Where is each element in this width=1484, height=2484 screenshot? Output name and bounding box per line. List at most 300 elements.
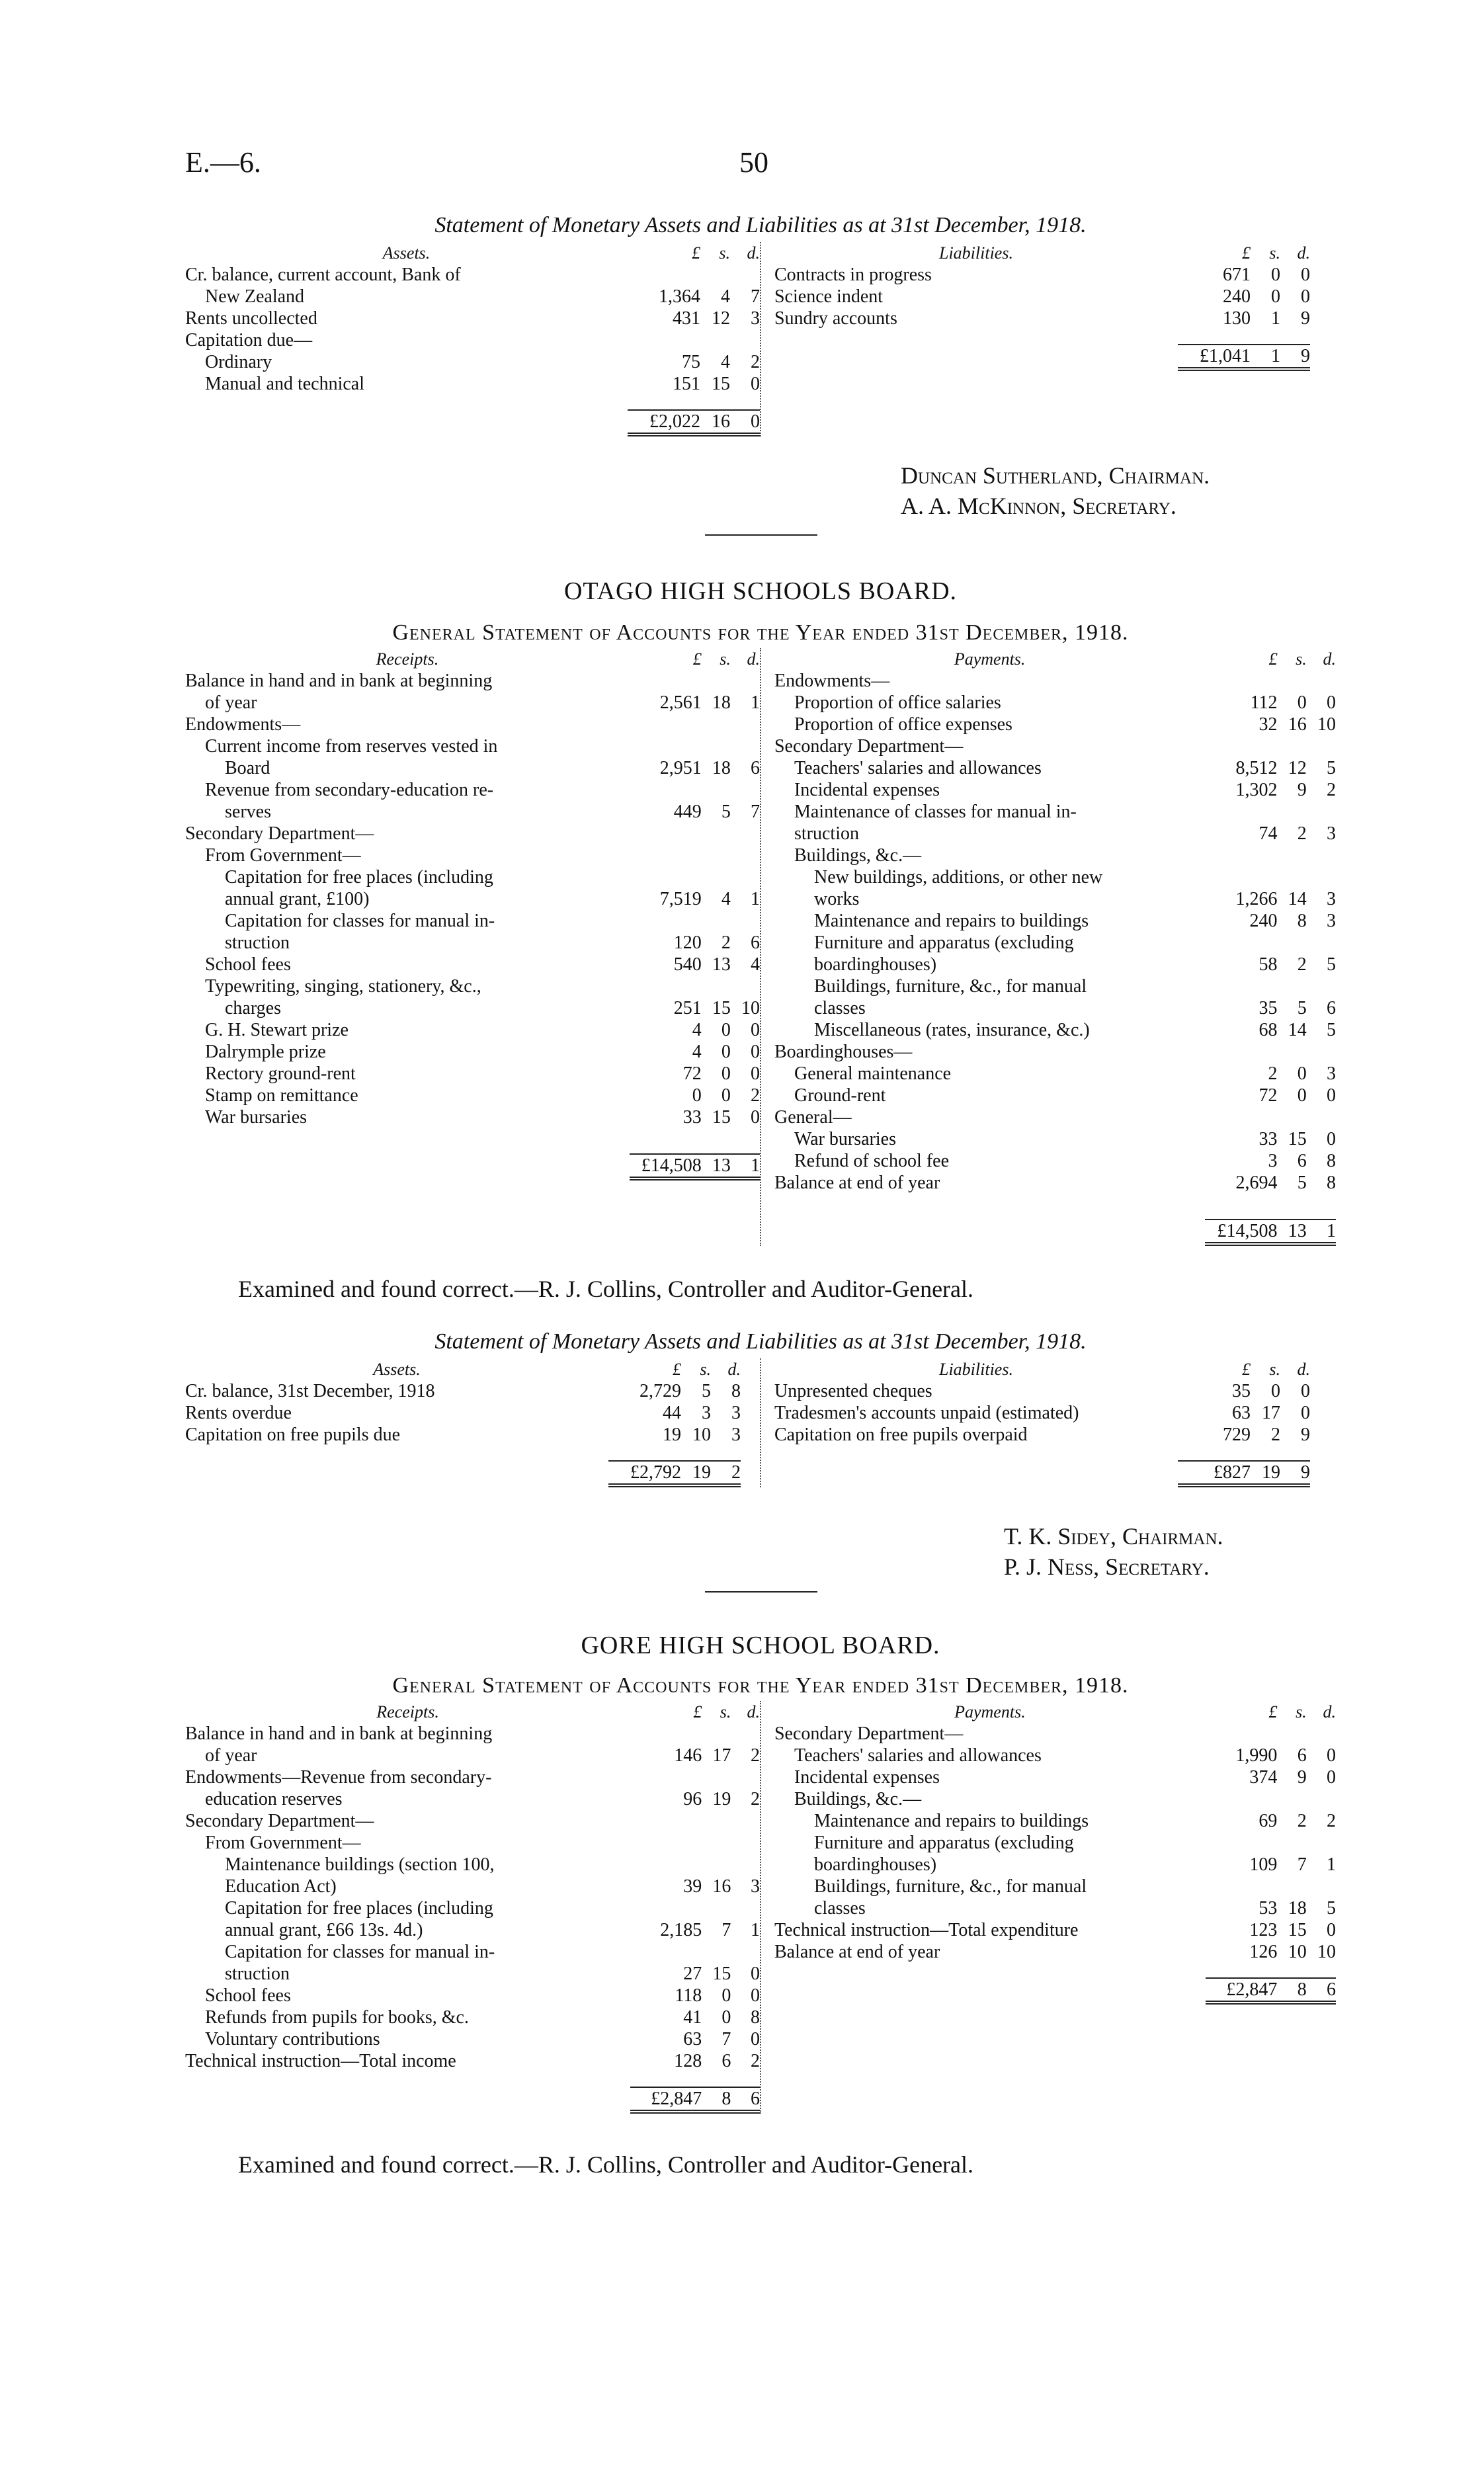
pounds-value: 8,512 <box>1235 758 1278 778</box>
total-spacer <box>185 395 628 436</box>
payments-table <box>774 1701 1336 2005</box>
row-label: Stamp on remittance <box>205 1085 358 1106</box>
pence-value: 0 <box>750 1063 760 1084</box>
shillings-value: 3 <box>702 1403 711 1423</box>
pence-value: 0 <box>750 1042 760 1062</box>
pence-value: 6 <box>750 932 760 953</box>
pence-value: 7 <box>750 286 760 307</box>
table-row <box>185 910 760 932</box>
table-row <box>185 1810 760 1832</box>
column-heading: Liabilities. <box>939 243 1013 263</box>
pounds-value: 33 <box>1258 1129 1278 1149</box>
shillings-value: 17 <box>1261 1403 1280 1423</box>
row-label: New Zealand <box>205 286 305 307</box>
pounds-heading: £ <box>1268 1702 1278 1721</box>
pounds-value: 68 <box>1258 1020 1278 1040</box>
pence-value <box>731 735 760 757</box>
pounds-value: 2,185 <box>660 1920 702 1940</box>
pounds-value <box>630 866 702 888</box>
pence-value: 0 <box>750 1020 760 1040</box>
pounds-value <box>1205 1041 1277 1063</box>
row-label: Capitation due— <box>185 330 313 351</box>
pounds-heading: £ <box>1241 243 1251 263</box>
pounds-value <box>1206 1723 1278 1745</box>
receipts-table <box>185 1701 760 2114</box>
shillings-value: 18 <box>712 758 731 778</box>
pounds-value: 109 <box>1249 1854 1278 1875</box>
row-label: Balance at end of year <box>774 1942 940 1962</box>
table-header-row <box>185 242 760 264</box>
total-pence: 9 <box>1280 1446 1310 1487</box>
shillings-value <box>702 1854 731 1876</box>
pounds-value <box>630 910 702 932</box>
pence-heading: d. <box>1323 1702 1336 1721</box>
table-row <box>185 1723 760 1745</box>
pounds-value: 72 <box>1258 1085 1278 1106</box>
column-heading: Receipts. <box>376 1702 439 1721</box>
pounds-value: 126 <box>1249 1942 1278 1962</box>
table-row <box>774 1106 1336 1128</box>
pounds-value: 2 <box>1268 1063 1278 1084</box>
table-row <box>774 1041 1336 1063</box>
total-spacer <box>185 1128 630 1180</box>
shillings-value: 0 <box>721 1985 731 2006</box>
total-row <box>774 329 1310 371</box>
shillings-value: 13 <box>712 954 731 975</box>
table-row <box>185 1063 760 1085</box>
pounds-value <box>630 1766 702 1788</box>
pounds-value: 374 <box>1249 1767 1278 1788</box>
shillings-value <box>702 1766 731 1788</box>
shillings-value: 7 <box>721 2029 731 2049</box>
shillings-value: 0 <box>1270 1381 1280 1401</box>
row-label: From Government— <box>205 845 361 866</box>
chairman-signature: Duncan Sutherland, Chairman. <box>901 462 1210 489</box>
pounds-value <box>1205 670 1277 692</box>
pounds-value <box>630 1941 702 1963</box>
pence-value: 0 <box>1327 1129 1336 1149</box>
total-pounds: £2,792 <box>608 1446 681 1487</box>
table-row <box>774 1810 1336 1832</box>
pence-value: 0 <box>1327 692 1336 713</box>
shillings-heading: s. <box>1269 1360 1280 1379</box>
total-row <box>774 1963 1336 2005</box>
shillings-heading: s. <box>1296 1702 1307 1721</box>
table-header-row <box>185 648 760 670</box>
row-label: Capitation on free pupils overpaid <box>774 1425 1028 1445</box>
row-label: Rectory ground-rent <box>205 1063 356 1084</box>
table-row <box>185 801 760 823</box>
pence-value: 0 <box>1300 1403 1310 1423</box>
shillings-heading: s. <box>720 1702 731 1721</box>
pence-value <box>731 1897 760 1919</box>
shillings-value <box>702 823 731 845</box>
row-label: General— <box>774 1107 852 1128</box>
total-pence: 0 <box>730 395 760 436</box>
row-label: Rents uncollected <box>185 308 317 329</box>
total-spacer <box>774 329 1178 371</box>
pence-value <box>1307 866 1336 888</box>
statement-title: Statement of Monetary Assets and Liabilities as at 31st December, 1918. <box>434 1329 1087 1354</box>
shillings-value: 0 <box>1297 1085 1307 1106</box>
pence-value <box>1307 845 1336 866</box>
row-label: Furniture and apparatus (excluding <box>813 932 1074 953</box>
row-label: Current income from reserves vested in <box>205 736 498 757</box>
signature-block-2 <box>1004 1521 1223 1582</box>
pence-value <box>731 714 760 735</box>
pounds-value: 2,694 <box>1235 1173 1278 1193</box>
pounds-value <box>1205 866 1277 888</box>
pence-value: 5 <box>1327 1898 1336 1919</box>
shillings-heading: s. <box>719 243 730 263</box>
shillings-heading: s. <box>720 649 731 669</box>
row-label: Ordinary <box>205 352 272 372</box>
total-pounds: £827 <box>1178 1446 1251 1487</box>
shillings-value: 6 <box>1297 1745 1307 1766</box>
table-row <box>774 692 1336 714</box>
table-row <box>185 823 760 845</box>
row-label: boardinghouses) <box>813 1854 937 1875</box>
pounds-value: 1,302 <box>1235 780 1278 800</box>
pence-value: 3 <box>750 308 760 329</box>
table-row <box>774 1941 1336 1963</box>
pounds-value <box>630 735 702 757</box>
table-row <box>774 910 1336 932</box>
pence-value: 8 <box>1327 1151 1336 1171</box>
table-row <box>774 823 1336 845</box>
total-shillings: 13 <box>702 1128 731 1180</box>
pence-value: 3 <box>731 1403 741 1423</box>
shillings-heading: s. <box>700 1360 711 1379</box>
pounds-value: 1,266 <box>1235 889 1278 909</box>
row-label: Board <box>225 758 270 778</box>
row-label: classes <box>813 1898 866 1919</box>
signature-block-1 <box>901 460 1210 521</box>
shillings-value: 12 <box>1288 758 1307 778</box>
shillings-value: 0 <box>1297 692 1307 713</box>
table-header-row <box>774 242 1310 264</box>
shillings-value <box>702 714 731 735</box>
row-label: boardinghouses) <box>813 954 937 975</box>
statement-assets-liabilities-1 <box>185 213 1336 436</box>
pounds-value: 671 <box>1222 265 1251 285</box>
pence-value <box>731 1810 760 1832</box>
total-row <box>185 2072 760 2114</box>
pounds-value: 27 <box>683 1964 702 1984</box>
total-shillings: 19 <box>1251 1446 1280 1487</box>
shillings-value: 12 <box>712 308 730 329</box>
shillings-value: 15 <box>1288 1920 1307 1940</box>
pence-value: 5 <box>1327 1020 1336 1040</box>
pence-value: 0 <box>750 374 760 394</box>
shillings-value: 5 <box>721 802 731 822</box>
pounds-value: 53 <box>1258 1898 1278 1919</box>
pounds-value: 4 <box>692 1020 702 1040</box>
shillings-value <box>702 735 731 757</box>
pounds-value: 69 <box>1258 1811 1278 1831</box>
shillings-value: 0 <box>1270 286 1280 307</box>
pounds-value <box>1206 1832 1278 1854</box>
table-row <box>774 1876 1336 1897</box>
total-shillings: 1 <box>1251 329 1280 371</box>
row-label: Dalrymple prize <box>205 1042 326 1062</box>
total-row <box>185 395 760 436</box>
table-row <box>185 1832 760 1854</box>
table-row <box>185 866 760 888</box>
row-label: Endowments— <box>774 671 890 691</box>
total-shillings: 16 <box>700 395 730 436</box>
shillings-value <box>1277 866 1306 888</box>
pence-value <box>731 1832 760 1854</box>
row-label: Manual and technical <box>205 374 365 394</box>
row-label: Secondary Department— <box>185 823 374 844</box>
pence-heading: d. <box>747 1702 760 1721</box>
pence-heading: d. <box>727 1360 741 1379</box>
shillings-value: 0 <box>1297 1063 1307 1084</box>
column-heading: Payments. <box>954 1702 1026 1721</box>
table-row <box>774 308 1310 329</box>
row-label: Maintenance and repairs to buildings <box>813 1811 1089 1831</box>
pence-value: 1 <box>750 889 760 909</box>
table-header-row <box>774 648 1336 670</box>
row-label: Science indent <box>774 286 884 307</box>
shillings-value: 14 <box>1288 1020 1307 1040</box>
table-row <box>185 692 760 714</box>
shillings-value: 6 <box>721 2051 731 2071</box>
row-label: Ground-rent <box>794 1085 886 1106</box>
table-row <box>774 1150 1336 1172</box>
table-row <box>185 1041 760 1063</box>
pounds-value: 146 <box>674 1745 702 1766</box>
assets-table <box>185 1358 741 1487</box>
table-row <box>774 1402 1310 1424</box>
pounds-value: 2,951 <box>659 758 702 778</box>
row-label: Furniture and apparatus (excluding <box>813 1833 1074 1853</box>
pence-value: 2 <box>1327 780 1336 800</box>
pounds-value: 63 <box>1231 1403 1251 1423</box>
table-row <box>774 932 1336 954</box>
shillings-value: 15 <box>712 374 730 394</box>
pence-value: 0 <box>1327 1920 1336 1940</box>
shillings-value <box>702 975 731 997</box>
row-label: Endowments— <box>185 714 301 735</box>
row-label: Endowments—Revenue from secondary- <box>185 1767 492 1788</box>
pence-value <box>731 779 760 801</box>
receipts-column <box>185 1701 761 2114</box>
row-label: From Government— <box>205 1833 361 1853</box>
total-shillings: 13 <box>1277 1194 1306 1246</box>
table-row <box>774 1788 1336 1810</box>
pence-value: 9 <box>1300 1425 1310 1445</box>
document-code: E.—6. <box>185 146 261 179</box>
row-label: Proportion of office expenses <box>794 714 1012 735</box>
pence-value: 0 <box>750 1985 760 2006</box>
pounds-value <box>630 1897 702 1919</box>
table-row <box>185 286 760 308</box>
shillings-value: 0 <box>721 1085 731 1106</box>
table-row <box>185 351 760 373</box>
pounds-value: 1,990 <box>1235 1745 1278 1766</box>
shillings-value <box>1277 1106 1306 1128</box>
table-row <box>185 932 760 954</box>
row-label: Buildings, &c.— <box>794 845 922 866</box>
table-row <box>774 264 1310 286</box>
pounds-value: 44 <box>663 1403 681 1423</box>
pence-value: 1 <box>750 692 760 713</box>
pence-heading: d. <box>1297 1360 1310 1379</box>
pounds-value <box>630 779 702 801</box>
shillings-value: 17 <box>712 1745 731 1766</box>
row-label: Voluntary contributions <box>205 2029 380 2049</box>
liabilities-column <box>761 242 1336 436</box>
pounds-value: 58 <box>1258 954 1278 975</box>
pence-value <box>731 1766 760 1788</box>
row-label: Balance at end of year <box>774 1173 940 1193</box>
pence-value: 3 <box>1327 1063 1336 1084</box>
row-label: struction <box>225 1964 290 1984</box>
shillings-value: 19 <box>712 1789 731 1809</box>
shillings-value: 4 <box>721 889 731 909</box>
table-row <box>774 286 1310 308</box>
shillings-value: 0 <box>721 1042 731 1062</box>
row-label: Education Act) <box>225 1876 337 1897</box>
table-header-row <box>185 1701 760 1723</box>
total-spacer <box>774 1194 1205 1246</box>
table-row <box>185 757 760 779</box>
table-header-row <box>774 1358 1310 1380</box>
pence-value: 3 <box>731 1425 741 1445</box>
row-label: Cr. balance, current account, Bank of <box>185 265 461 285</box>
row-label: Secondary Department— <box>774 736 964 757</box>
pence-heading: d. <box>1297 243 1310 263</box>
pounds-value: 39 <box>683 1876 702 1897</box>
row-label: School fees <box>205 954 291 975</box>
total-pence: 1 <box>1307 1194 1336 1246</box>
table-row <box>774 845 1336 866</box>
auditor-statement: Examined and found correct.—R. J. Collins, Controller and Auditor-General. <box>238 2151 974 2178</box>
total-row <box>185 1446 741 1487</box>
row-label: War bursaries <box>794 1129 896 1149</box>
pounds-value: 2,729 <box>639 1381 681 1401</box>
pounds-value <box>630 975 702 997</box>
row-label: of year <box>205 692 257 713</box>
table-row <box>185 1766 760 1788</box>
shillings-value: 5 <box>702 1381 711 1401</box>
shillings-value: 4 <box>721 352 730 372</box>
row-label: New buildings, additions, or other new <box>813 867 1103 888</box>
pence-value <box>1307 975 1336 997</box>
auditor-statement: Examined and found correct.—R. J. Collins, Controller and Auditor-General. <box>238 1276 974 1302</box>
pounds-value: 32 <box>1258 714 1278 735</box>
statement-title: Statement of Monetary Assets and Liabilities as at 31st December, 1918. <box>434 213 1087 237</box>
row-label: Miscellaneous (rates, insurance, &c.) <box>813 1020 1090 1040</box>
secretary-signature: P. J. Ness, Secretary. <box>1004 1553 1210 1580</box>
row-label: Incidental expenses <box>794 780 940 800</box>
row-label: Teachers' salaries and allowances <box>794 1745 1042 1766</box>
shillings-value: 6 <box>1297 1151 1307 1171</box>
row-label: Technical instruction—Total expenditure <box>774 1920 1079 1940</box>
shillings-value <box>1277 1788 1306 1810</box>
shillings-value <box>1277 670 1306 692</box>
pounds-value <box>628 329 700 351</box>
shillings-value: 0 <box>721 1020 731 1040</box>
row-label: of year <box>205 1745 257 1766</box>
total-pounds: £14,508 <box>630 1128 702 1180</box>
row-label: Boardinghouses— <box>774 1042 913 1062</box>
shillings-value: 15 <box>1288 1129 1307 1149</box>
pence-value: 10 <box>1317 714 1336 735</box>
assets-column <box>185 1358 761 1487</box>
total-pence: 2 <box>711 1446 741 1487</box>
pounds-value: 0 <box>692 1085 702 1106</box>
shillings-value <box>702 1897 731 1919</box>
row-label: Refund of school fee <box>794 1151 950 1171</box>
table-row <box>185 845 760 866</box>
total-shillings: 19 <box>681 1446 711 1487</box>
pence-value: 0 <box>1327 1745 1336 1766</box>
table-row <box>774 1380 1310 1402</box>
pounds-value: 240 <box>1222 286 1251 307</box>
row-label: annual grant, £66 13s. 4d.) <box>225 1920 423 1940</box>
shillings-value: 7 <box>1297 1854 1307 1875</box>
row-label: Refunds from pupils for books, &c. <box>205 2007 469 2028</box>
pounds-value <box>1205 975 1277 997</box>
row-label: serves <box>225 802 271 822</box>
table-row <box>185 1854 760 1876</box>
row-label: Balance in hand and in bank at beginning <box>185 1723 493 1744</box>
table-row <box>185 329 760 351</box>
row-label: education reserves <box>205 1789 343 1809</box>
table-row <box>774 1919 1336 1941</box>
table-row <box>185 1897 760 1919</box>
total-shillings: 8 <box>702 2072 731 2114</box>
shillings-value: 10 <box>692 1425 711 1445</box>
shillings-value <box>700 329 730 351</box>
shillings-value: 5 <box>1297 1173 1307 1193</box>
pence-value <box>1307 932 1336 954</box>
row-label: works <box>813 889 860 909</box>
pence-value <box>730 264 760 286</box>
pence-value: 2 <box>1327 1811 1336 1831</box>
row-label: Capitation for classes for manual in- <box>225 1942 495 1962</box>
total-pounds: £1,041 <box>1178 329 1251 371</box>
shillings-value: 14 <box>1288 889 1307 909</box>
pence-value: 4 <box>750 954 760 975</box>
table-row <box>774 1085 1336 1106</box>
section-divider <box>705 534 817 536</box>
pence-value: 8 <box>731 1381 741 1401</box>
pence-value <box>1307 1788 1336 1810</box>
pence-value: 0 <box>1300 265 1310 285</box>
statement-assets-liabilities-2 <box>185 1329 1336 1487</box>
table-row <box>774 801 1336 823</box>
column-heading: Assets. <box>373 1360 421 1379</box>
table-row <box>185 1019 760 1041</box>
table-row <box>774 866 1336 888</box>
pounds-value: 35 <box>1231 1381 1251 1401</box>
payments-column <box>761 648 1336 1246</box>
row-label: Unpresented cheques <box>774 1381 932 1401</box>
table-row <box>774 888 1336 910</box>
table-header-row <box>185 1358 741 1380</box>
row-label: Buildings, &c.— <box>794 1789 922 1809</box>
total-shillings: 8 <box>1277 1963 1306 2005</box>
column-heading: Liabilities. <box>939 1360 1013 1379</box>
board-title: GORE HIGH SCHOOL BOARD. <box>581 1632 940 1659</box>
pence-value: 0 <box>1327 1085 1336 1106</box>
shillings-value: 2 <box>1297 954 1307 975</box>
shillings-value: 16 <box>712 1876 731 1897</box>
